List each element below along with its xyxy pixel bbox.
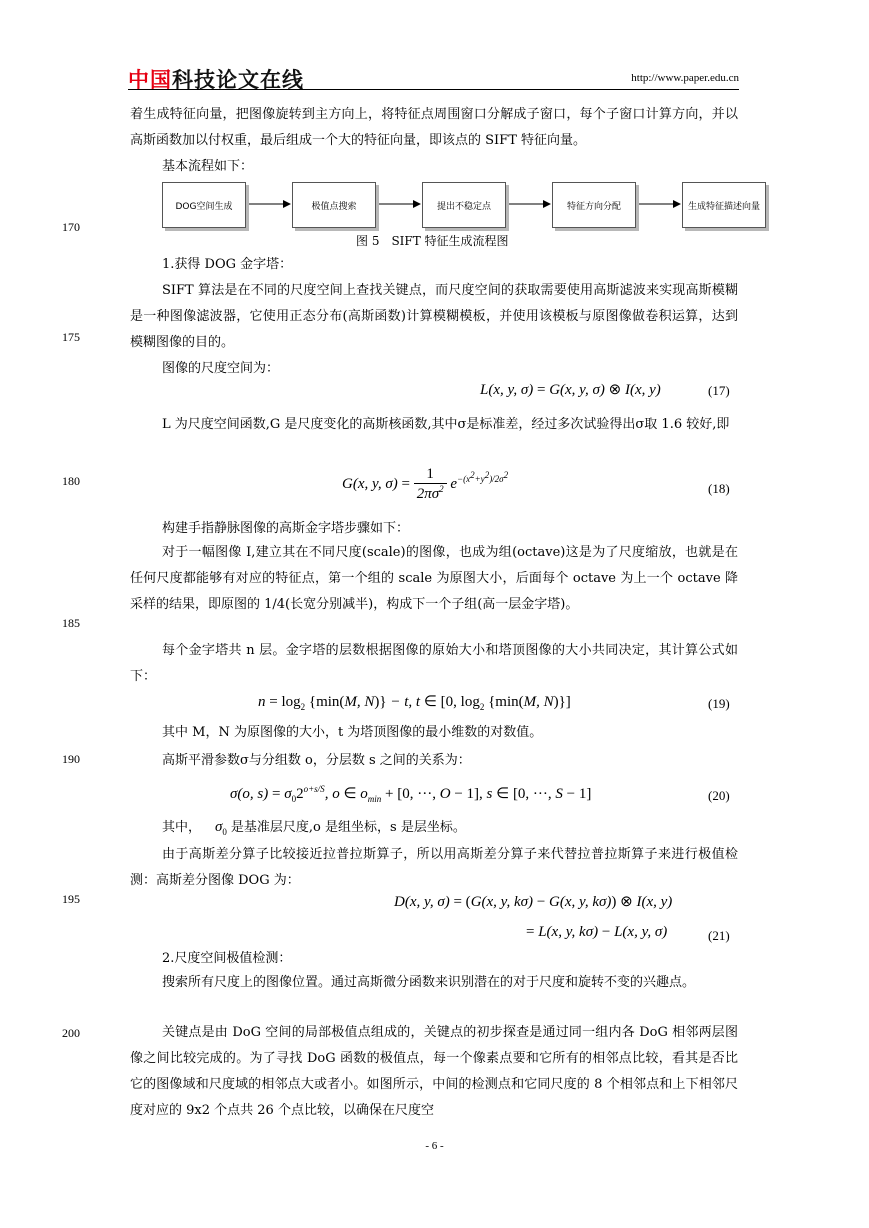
flow-step-orientation: 特征方向分配	[552, 182, 636, 228]
line-number: 175	[62, 330, 80, 344]
after-equation-20-lead: 其中，	[162, 820, 202, 835]
line-number: 185	[62, 616, 80, 630]
equation-17: L(x, y, σ) = G(x, y, σ) ⊗ I(x, y)	[480, 382, 661, 398]
line-number: 180	[62, 474, 80, 488]
equation-number-19: (19)	[708, 696, 730, 711]
paragraph-layers: 每个金字塔共 n 层。金字塔的层数根据图像的原始大小和塔顶图像的大小共同决定，其计算公式如下：	[130, 643, 738, 684]
after-equation-20-tail: 是基准层尺度,o 是组坐标，s 是层坐标。	[230, 820, 466, 835]
paragraph-extrema-search: 搜索所有尺度上的图像位置。通过高斯微分函数来识别潜在的对于尺度和旋转不变的兴趣点。	[162, 975, 696, 990]
after-equation-19: 其中 M，N 为原图像的大小，t 为塔顶图像的最小维数的对数值。	[162, 725, 543, 740]
equation-18: G(x, y, σ) = $\frac{1}{2\pi\sigma^2}$ $e^{-(x^2+y^2)/2\sigma^2}$	[342, 466, 509, 502]
equation-21-line-2: = L(x, y, kσ) − L(x, y, σ)	[526, 924, 668, 940]
equation-20: σ(o, $s) = \sigma_02^{o+s/S}$, o ∈ $o_{min} + [0$, ···, O − 1], s ∈ [0, ···, S − 1]	[230, 784, 592, 804]
logo-part-2: 科技论文在线	[172, 68, 304, 92]
line-number: 170	[62, 220, 80, 234]
flow-step-extrema: 极值点搜索	[292, 182, 376, 228]
sigma-relation-intro: 高斯平滑参数σ与分组数 o，分层数 s 之间的关系为：	[162, 753, 471, 768]
line-number: 195	[62, 892, 80, 906]
line-number: 190	[62, 752, 80, 766]
equation-number-17: (17)	[708, 383, 730, 398]
sigma-zero-symbol: $\sigma_0$	[215, 819, 227, 837]
flow-intro: 基本流程如下：	[162, 159, 254, 174]
pyramid-intro: 构建手指静脉图像的高斯金字塔步骤如下：	[162, 521, 410, 536]
section-heading-1: 1.获得 DOG 金字塔：	[162, 257, 293, 272]
paragraph-keypoints: 关键点是由 DoG 空间的局部极值点组成的，关键点的初步探查是通过同一组内各 DoG 相邻两层图像之间比较完成的。为了寻找 DoG 函数的极值点，每一个像素点要和它所有的相邻点比较，看其是否比它的图像域和尺度域的相邻点大或者小。如图所示，中间的检测点和它同尺度的 8 个相邻点和上下相邻尺度对应的 9x2 个点共 26 个点比较，以确保在尺度空	[130, 1025, 738, 1118]
paragraph-dog: 由于高斯差分算子比较接近拉普拉斯算子，所以用高斯差分算子来代替拉普拉斯算子来进行极值检测：高斯差分图像 DOG 为：	[130, 847, 738, 888]
equation-number-21: (21)	[708, 928, 730, 943]
section-heading-2: 2.尺度空间极值检测：	[162, 951, 292, 966]
flow-step-remove-unstable: 提出不稳定点	[422, 182, 506, 228]
paragraph-octave: 对于一幅图像 I,建立其在不同尺度(scale)的图像，也成为组(octave)这是为了尺度缩放，也就是在任何尺度都能够有对应的特征点，第一个组的 scale 为原图大小，后面每个 octave 为上一个 octave 降采样的结果，即原图的 1/4(长宽分别减半)，构成下一个子组(高一层金字塔)。	[130, 545, 738, 612]
paragraph-scale-space: SIFT 算法是在不同的尺度空间上查找关键点，而尺度空间的获取需要使用高斯滤波来实现高斯模糊是一种图像滤波器，它使用正态分布(高斯函数)计算模糊模板，并使用该模板与原图像做卷积运算，达到模糊图像的目的。	[130, 283, 738, 350]
equation-21-line-1: D(x, y, σ) = (G(x, y, kσ) − G(x, y, kσ)) ⊗ I(x, y)	[394, 894, 673, 910]
after-equation-20	[162, 814, 466, 845]
equation-number-18: (18)	[708, 481, 730, 496]
page-number: - 6 -	[425, 1140, 444, 1152]
header-url[interactable]: http://www.paper.edu.cn	[631, 72, 739, 84]
equation-19: $n = \log_2 \{\min(M$, N)} − t, t ∈ [0, $\log_2 \{\min(M$, N)}]	[258, 694, 571, 712]
paragraph-sigma: L 为尺度空间函数,G 是尺度变化的高斯核函数,其中σ是标准差，经过多次试验得出σ取 1.6 较好,即	[162, 417, 730, 432]
paragraph-sift-vector: 着生成特征向量，把图像旋转到主方向上，将特征点周围窗口分解成子窗口，每个子窗口计算方向，并以高斯函数加以付权重，最后组成一个大的特征向量，即该点的 SIFT 特征向量。	[130, 107, 738, 148]
line-number: 200	[62, 1026, 80, 1040]
flow-step-descriptor: 生成特征描述向量	[682, 182, 766, 228]
equation-number-20: (20)	[708, 788, 730, 803]
flow-step-dog: DOG空间生成	[162, 182, 246, 228]
figure-caption: 图 5 SIFT 特征生成流程图	[356, 234, 509, 248]
logo-part-1: 中国	[128, 68, 172, 92]
scale-space-intro: 图像的尺度空间为：	[162, 361, 280, 376]
